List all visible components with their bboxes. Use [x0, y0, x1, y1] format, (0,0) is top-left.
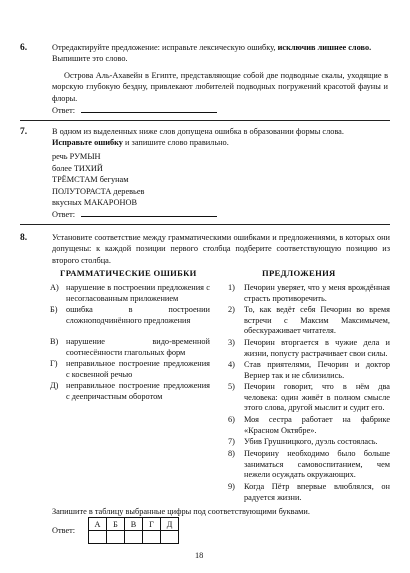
- task-6-number: 6.: [20, 43, 28, 53]
- error-label: Д): [50, 381, 59, 390]
- sentence-item-1: [228, 283, 390, 305]
- sentence-item-3: [228, 338, 390, 360]
- task-7-instruction-part1: В одном из выделенных ниже слов допущена ошибка в образовании формы слова.: [52, 127, 344, 136]
- answer-cell[interactable]: [161, 531, 179, 544]
- task-6-instruction: [52, 42, 388, 65]
- answer-cell[interactable]: [143, 531, 161, 544]
- separator: [20, 224, 390, 225]
- task-7-instruction-bold: Исправьте ошибку: [52, 138, 123, 148]
- task-8-answer-label: Ответ:: [52, 526, 76, 535]
- sentence-text: Печорин уверяет, что у меня врождённая страсть противоречить.: [244, 283, 390, 303]
- sentence-label: 1): [228, 283, 235, 292]
- answer-table-header-row: [89, 518, 179, 531]
- sentence-item-4: [228, 360, 390, 382]
- sentence-item-8: [228, 449, 390, 482]
- error-text: неправильное построение предложения с деепричастным оборотом: [66, 381, 210, 401]
- task-6-answer: [52, 104, 217, 116]
- answer-table-header: Г: [143, 518, 161, 531]
- answer-cell[interactable]: [107, 531, 125, 544]
- answer-table-header: Б: [107, 518, 125, 531]
- error-item-b: [50, 305, 210, 337]
- sentence-label: 6): [228, 415, 235, 424]
- error-text: ошибка в построении сложноподчинённого предложения: [66, 305, 210, 325]
- task-6-answer-field[interactable]: [81, 104, 217, 113]
- sentence-text: То, как ведёт себя Печорин во время встречи с Максим Максимычем, обескураживает читателя.: [244, 305, 390, 336]
- error-label: Б): [50, 305, 58, 314]
- sentence-text: Убив Грушницкого, дуэль состоялась.: [244, 437, 378, 446]
- error-item-a: [50, 283, 210, 305]
- separator: [20, 120, 390, 121]
- table-instruction: Запишите в таблицу выбранные цифры под соответствующими буквами.: [52, 507, 310, 516]
- errors-column-header: ГРАММАТИЧЕСКИЕ ОШИБКИ: [60, 268, 197, 278]
- page-number: 18: [195, 551, 204, 560]
- sentence-item-5: [228, 382, 390, 415]
- error-item-v: [50, 337, 210, 359]
- error-text: неправильное построение предложения с косвенной речью: [66, 359, 210, 379]
- answer-table-header: А: [89, 518, 107, 531]
- answer-table-header: В: [125, 518, 143, 531]
- sentence-text: Моя сестра работает на фабрике «Красном Октябре».: [244, 415, 390, 435]
- sentences-column-header: ПРЕДЛОЖЕНИЯ: [262, 268, 336, 278]
- task-7-instruction: [52, 126, 388, 149]
- sentence-label: 8): [228, 449, 235, 458]
- sentence-text: Когда Пётр впервые влюблялся, он радуется жизни.: [244, 482, 390, 502]
- sentence-label: 3): [228, 338, 235, 347]
- answer-cell[interactable]: [125, 531, 143, 544]
- answer-cell[interactable]: [89, 531, 107, 544]
- task-6-answer-label: Ответ:: [52, 106, 76, 115]
- task-7-answer-field[interactable]: [81, 208, 217, 217]
- sentence-item-9: [228, 482, 390, 504]
- error-text: нарушение в построении предложения с несогласованным приложением: [66, 283, 210, 303]
- sentence-item-6: [228, 415, 390, 437]
- word-item: вкусных МАКАРОНОВ: [52, 198, 138, 208]
- task-6-text: Острова Аль-Ахавейн в Египте, представляющие собой две подводные скалы, уходящие в морскую глубокую бездну, привлекают любителей подводных погружений красотой фауны и флоры.: [52, 71, 388, 103]
- task-7-instruction-part2: и запишите слово правильно.: [122, 138, 229, 148]
- word-item: более ТИХИЙ: [52, 163, 103, 173]
- sentence-label: 5): [228, 382, 235, 391]
- task-7-answer-label: Ответ:: [52, 210, 76, 219]
- error-item-d: [50, 381, 210, 403]
- answer-table: [88, 517, 179, 544]
- task-7-number: 7.: [20, 127, 28, 137]
- task-6-instruction-part1: Отредактируйте предложение: исправьте лексическую ошибку,: [52, 43, 278, 52]
- task-7-answer: [52, 208, 217, 220]
- error-text: нарушение видо-временной соотнесённости глагольных форм: [66, 337, 210, 357]
- task-6-instruction-bold: исключив лишнее слово.: [277, 43, 372, 52]
- error-item-g: [50, 359, 210, 381]
- sentence-item-2: [228, 305, 390, 338]
- answer-table-input-row: [89, 531, 179, 544]
- error-label: В): [50, 337, 59, 346]
- sentence-label: 9): [228, 482, 235, 491]
- sentence-text: Став приятелями, Печорин и доктор Вернер так и не сблизились.: [244, 360, 390, 380]
- sentence-text: Печорину необходимо было больше заниматься самовоспитанием, чем нежели осуждать окружающих.: [244, 449, 390, 480]
- task-7-word-list: [52, 151, 144, 209]
- error-label: А): [50, 283, 59, 292]
- sentence-label: 7): [228, 437, 235, 446]
- error-label: Г): [50, 359, 58, 368]
- sentence-label: 4): [228, 360, 235, 369]
- sentence-label: 2): [228, 305, 235, 314]
- word-item: ТРЁМСТАМ бегунам: [52, 175, 129, 185]
- sentence-text: Печорин говорит, что в нём два человека: один живёт в полном смысле этого слова, другой мыслит и судит его.: [244, 382, 390, 413]
- answer-table-header: Д: [161, 518, 179, 531]
- sentence-text: Печорин вторгается в чужие дела и жизни, попусту растрачивает свои силы.: [244, 338, 390, 358]
- task-8-number: 8.: [20, 233, 28, 243]
- word-item: речь РУМЫН: [52, 152, 101, 161]
- task-8-instruction: Установите соответствие между грамматическими ошибками и предложениями, в которых они допущены: к каждой позиции первого столбца подберите соответствующую позицию из второго столбца.: [52, 233, 390, 265]
- sentence-item-7: [228, 437, 390, 449]
- word-item: ПОЛУТОРАСТА деревьев: [52, 186, 145, 196]
- task-6-instruction-part2: Выпишите это слово.: [52, 54, 128, 64]
